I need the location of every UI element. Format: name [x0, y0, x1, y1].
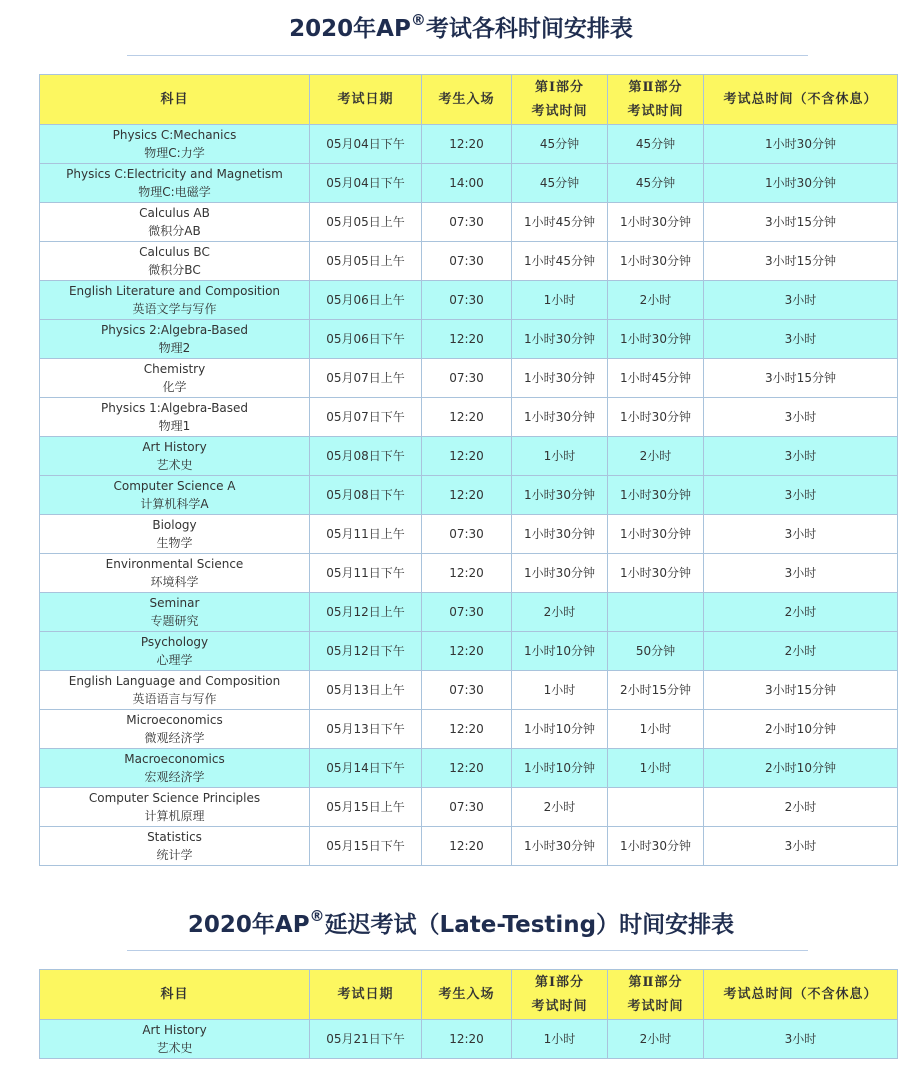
total-duration-cell: 3小时15分钟	[704, 671, 898, 710]
exam-date-cell: 05月13日下午	[310, 710, 422, 749]
subject-cell	[40, 476, 310, 515]
main-header-row	[40, 75, 898, 125]
header-checkin: 考生入场	[422, 970, 512, 1020]
subject-chinese: 环境科学	[150, 575, 199, 589]
header-date: 考试日期	[310, 970, 422, 1020]
total-duration-cell: 1小时30分钟	[704, 125, 898, 164]
late-schedule-table	[39, 969, 898, 1059]
part1-duration-cell: 45分钟	[512, 125, 608, 164]
total-duration-cell: 3小时	[704, 320, 898, 359]
subject-chinese: 生物学	[156, 536, 193, 550]
checkin-time-cell: 12:20	[422, 749, 512, 788]
subject-english: Calculus AB	[139, 206, 210, 220]
part1-duration-cell: 1小时45分钟	[512, 242, 608, 281]
subject-english: Environmental Science	[105, 557, 244, 571]
subject-english: English Language and Composition	[68, 674, 281, 688]
exam-date-cell: 05月07日上午	[310, 359, 422, 398]
checkin-time-cell: 07:30	[422, 671, 512, 710]
total-duration-cell: 3小时	[704, 515, 898, 554]
header-checkin: 考生入场	[422, 75, 512, 125]
subject-cell	[40, 242, 310, 281]
part2-duration-cell: 1小时45分钟	[608, 359, 704, 398]
checkin-time-cell: 12:20	[422, 710, 512, 749]
subject-english: Art History	[142, 1023, 207, 1037]
subject-cell	[40, 710, 310, 749]
subject-cell	[40, 320, 310, 359]
exam-date-cell: 05月15日上午	[310, 788, 422, 827]
header-part1-line2: 考试时间	[531, 103, 588, 119]
late-table-title	[0, 906, 922, 939]
subject-chinese: 艺术史	[156, 458, 193, 472]
subject-english: Physics 1:Algebra-Based	[100, 401, 249, 415]
subject-cell	[40, 515, 310, 554]
header-subject: 科目	[40, 970, 310, 1020]
late-title-prefix: 2020年AP	[187, 912, 310, 938]
exam-date-cell: 05月05日上午	[310, 203, 422, 242]
exam-date-cell: 05月11日上午	[310, 515, 422, 554]
total-duration-cell: 3小时	[704, 476, 898, 515]
part2-duration-cell: 1小时30分钟	[608, 242, 704, 281]
subject-cell	[40, 788, 310, 827]
header-part2-line1: 第Ⅱ部分	[628, 974, 683, 990]
total-duration-cell: 1小时30分钟	[704, 164, 898, 203]
late-header-row	[40, 970, 898, 1020]
header-date: 考试日期	[310, 75, 422, 125]
table-row	[40, 827, 898, 866]
table-row	[40, 164, 898, 203]
subject-chinese: 微积分AB	[148, 224, 201, 238]
subject-cell	[40, 281, 310, 320]
subject-chinese: 心理学	[156, 653, 193, 667]
exam-date-cell: 05月04日下午	[310, 125, 422, 164]
table-row	[40, 125, 898, 164]
subject-chinese: 计算机科学A	[140, 497, 209, 511]
header-part2	[608, 970, 704, 1020]
total-duration-cell: 3小时	[704, 1020, 898, 1059]
subject-cell	[40, 554, 310, 593]
subject-english: Biology	[152, 518, 197, 532]
header-part2	[608, 75, 704, 125]
exam-date-cell: 05月14日下午	[310, 749, 422, 788]
subject-cell	[40, 203, 310, 242]
part2-duration-cell	[608, 788, 704, 827]
header-part1-line1: 第Ⅰ部分	[534, 79, 585, 95]
part1-duration-cell: 1小时	[512, 281, 608, 320]
subject-cell	[40, 437, 310, 476]
part2-duration-cell: 1小时30分钟	[608, 398, 704, 437]
subject-chinese: 计算机原理	[144, 809, 205, 823]
subject-cell	[40, 398, 310, 437]
exam-date-cell: 05月21日下午	[310, 1020, 422, 1059]
subject-cell	[40, 164, 310, 203]
table-row	[40, 476, 898, 515]
table-row	[40, 632, 898, 671]
subject-chinese: 统计学	[156, 848, 193, 862]
header-part1	[512, 970, 608, 1020]
checkin-time-cell: 14:00	[422, 164, 512, 203]
main-title-suffix: 考试各科时间安排表	[425, 16, 633, 42]
main-table-title	[0, 10, 922, 43]
subject-chinese: 宏观经济学	[144, 770, 205, 784]
header-part2-line1: 第Ⅱ部分	[628, 79, 683, 95]
header-part2-line2: 考试时间	[627, 998, 684, 1014]
part1-duration-cell: 1小时30分钟	[512, 398, 608, 437]
main-schedule-table	[39, 74, 898, 866]
checkin-time-cell: 07:30	[422, 242, 512, 281]
subject-chinese: 物理2	[158, 341, 191, 355]
subject-english: Computer Science Principles	[88, 791, 261, 805]
part1-duration-cell: 1小时30分钟	[512, 320, 608, 359]
checkin-time-cell: 12:20	[422, 437, 512, 476]
checkin-time-cell: 07:30	[422, 788, 512, 827]
checkin-time-cell: 12:20	[422, 554, 512, 593]
part1-duration-cell: 1小时	[512, 437, 608, 476]
subject-chinese: 专题研究	[150, 614, 199, 628]
subject-cell	[40, 827, 310, 866]
total-duration-cell: 3小时	[704, 437, 898, 476]
part1-duration-cell: 1小时30分钟	[512, 515, 608, 554]
checkin-time-cell: 12:20	[422, 827, 512, 866]
part2-duration-cell: 2小时15分钟	[608, 671, 704, 710]
part2-duration-cell: 1小时30分钟	[608, 320, 704, 359]
subject-chinese: 微观经济学	[144, 731, 205, 745]
subject-chinese: 英语语言与写作	[132, 692, 217, 706]
subject-english: Calculus BC	[139, 245, 210, 259]
exam-date-cell: 05月04日下午	[310, 164, 422, 203]
subject-english: Macroeconomics	[124, 752, 225, 766]
total-duration-cell: 3小时	[704, 827, 898, 866]
part2-duration-cell: 45分钟	[608, 125, 704, 164]
total-duration-cell: 3小时15分钟	[704, 203, 898, 242]
exam-date-cell: 05月12日下午	[310, 632, 422, 671]
subject-chinese: 艺术史	[156, 1041, 193, 1055]
subject-chinese: 英语文学与写作	[132, 302, 217, 316]
part1-duration-cell: 1小时10分钟	[512, 710, 608, 749]
checkin-time-cell: 07:30	[422, 203, 512, 242]
part2-duration-cell	[608, 593, 704, 632]
registered-mark: ®	[410, 11, 426, 30]
subject-chinese: 物理1	[158, 419, 191, 433]
late-title-divider	[127, 950, 808, 951]
subject-english: Seminar	[149, 596, 200, 610]
table-row	[40, 242, 898, 281]
table-row	[40, 398, 898, 437]
part1-duration-cell: 1小时10分钟	[512, 749, 608, 788]
part1-duration-cell: 1小时	[512, 1020, 608, 1059]
subject-english: Art History	[142, 440, 207, 454]
subject-cell	[40, 671, 310, 710]
header-total: 考试总时间（不含休息）	[704, 970, 898, 1020]
checkin-time-cell: 12:20	[422, 320, 512, 359]
part1-duration-cell: 1小时30分钟	[512, 827, 608, 866]
subject-cell	[40, 749, 310, 788]
checkin-time-cell: 12:20	[422, 632, 512, 671]
subject-english: Physics C:Electricity and Magnetism	[66, 167, 283, 181]
total-duration-cell: 3小时	[704, 281, 898, 320]
late-title-suffix: 延迟考试（Late-Testing）时间安排表	[324, 912, 735, 938]
exam-date-cell: 05月08日下午	[310, 437, 422, 476]
subject-english: Computer Science A	[113, 479, 236, 493]
table-row	[40, 359, 898, 398]
table-row	[40, 515, 898, 554]
checkin-time-cell: 07:30	[422, 593, 512, 632]
part2-duration-cell: 45分钟	[608, 164, 704, 203]
subject-english: Statistics	[147, 830, 202, 844]
part2-duration-cell: 1小时30分钟	[608, 515, 704, 554]
header-part1-line2: 考试时间	[531, 998, 588, 1014]
total-duration-cell: 3小时	[704, 554, 898, 593]
part1-duration-cell: 1小时30分钟	[512, 554, 608, 593]
subject-cell	[40, 125, 310, 164]
part2-duration-cell: 2小时	[608, 437, 704, 476]
total-duration-cell: 2小时10分钟	[704, 749, 898, 788]
checkin-time-cell: 12:20	[422, 1020, 512, 1059]
checkin-time-cell: 07:30	[422, 515, 512, 554]
table-row	[40, 203, 898, 242]
subject-cell	[40, 632, 310, 671]
total-duration-cell: 2小时	[704, 632, 898, 671]
table-row	[40, 554, 898, 593]
table-row	[40, 671, 898, 710]
part2-duration-cell: 2小时	[608, 281, 704, 320]
total-duration-cell: 2小时	[704, 593, 898, 632]
table-row	[40, 437, 898, 476]
checkin-time-cell: 12:20	[422, 476, 512, 515]
exam-date-cell: 05月05日上午	[310, 242, 422, 281]
subject-cell	[40, 1020, 310, 1059]
table-row	[40, 749, 898, 788]
part2-duration-cell: 2小时	[608, 1020, 704, 1059]
part2-duration-cell: 50分钟	[608, 632, 704, 671]
registered-mark: ®	[309, 907, 325, 926]
main-title-divider	[127, 55, 808, 56]
subject-english: Physics 2:Algebra-Based	[100, 323, 249, 337]
part1-duration-cell: 1小时45分钟	[512, 203, 608, 242]
exam-date-cell: 05月07日下午	[310, 398, 422, 437]
subject-chinese: 物理C:力学	[144, 146, 205, 160]
exam-date-cell: 05月11日下午	[310, 554, 422, 593]
checkin-time-cell: 12:20	[422, 398, 512, 437]
header-total: 考试总时间（不含休息）	[704, 75, 898, 125]
part2-duration-cell: 1小时30分钟	[608, 827, 704, 866]
part2-duration-cell: 1小时30分钟	[608, 476, 704, 515]
exam-date-cell: 05月06日上午	[310, 281, 422, 320]
checkin-time-cell: 07:30	[422, 359, 512, 398]
table-row	[40, 320, 898, 359]
exam-date-cell: 05月08日下午	[310, 476, 422, 515]
total-duration-cell: 3小时15分钟	[704, 242, 898, 281]
exam-date-cell: 05月15日下午	[310, 827, 422, 866]
main-title-prefix: 2020年AP	[289, 16, 411, 42]
part2-duration-cell: 1小时30分钟	[608, 203, 704, 242]
subject-english: Microeconomics	[126, 713, 223, 727]
total-duration-cell: 2小时10分钟	[704, 710, 898, 749]
subject-english: Chemistry	[143, 362, 206, 376]
header-part1-line1: 第Ⅰ部分	[534, 974, 585, 990]
part1-duration-cell: 1小时10分钟	[512, 632, 608, 671]
part1-duration-cell: 45分钟	[512, 164, 608, 203]
checkin-time-cell: 12:20	[422, 125, 512, 164]
subject-english: English Literature and Composition	[68, 284, 281, 298]
part1-duration-cell: 1小时30分钟	[512, 359, 608, 398]
subject-chinese: 化学	[162, 380, 187, 394]
total-duration-cell: 3小时	[704, 398, 898, 437]
total-duration-cell: 3小时15分钟	[704, 359, 898, 398]
part1-duration-cell: 1小时30分钟	[512, 476, 608, 515]
total-duration-cell: 2小时	[704, 788, 898, 827]
subject-english: Physics C:Mechanics	[112, 128, 237, 142]
part1-duration-cell: 2小时	[512, 593, 608, 632]
exam-date-cell: 05月06日下午	[310, 320, 422, 359]
subject-cell	[40, 593, 310, 632]
exam-date-cell: 05月13日上午	[310, 671, 422, 710]
part2-duration-cell: 1小时	[608, 710, 704, 749]
table-row	[40, 788, 898, 827]
subject-chinese: 物理C:电磁学	[138, 185, 211, 199]
part2-duration-cell: 1小时30分钟	[608, 554, 704, 593]
table-row	[40, 593, 898, 632]
table-row	[40, 1020, 898, 1059]
checkin-time-cell: 07:30	[422, 281, 512, 320]
header-subject: 科目	[40, 75, 310, 125]
table-row	[40, 281, 898, 320]
header-part1	[512, 75, 608, 125]
part1-duration-cell: 2小时	[512, 788, 608, 827]
part2-duration-cell: 1小时	[608, 749, 704, 788]
subject-chinese: 微积分BC	[148, 263, 201, 277]
subject-cell	[40, 359, 310, 398]
subject-english: Psychology	[140, 635, 209, 649]
header-part2-line2: 考试时间	[627, 103, 684, 119]
part1-duration-cell: 1小时	[512, 671, 608, 710]
table-row	[40, 710, 898, 749]
exam-date-cell: 05月12日上午	[310, 593, 422, 632]
